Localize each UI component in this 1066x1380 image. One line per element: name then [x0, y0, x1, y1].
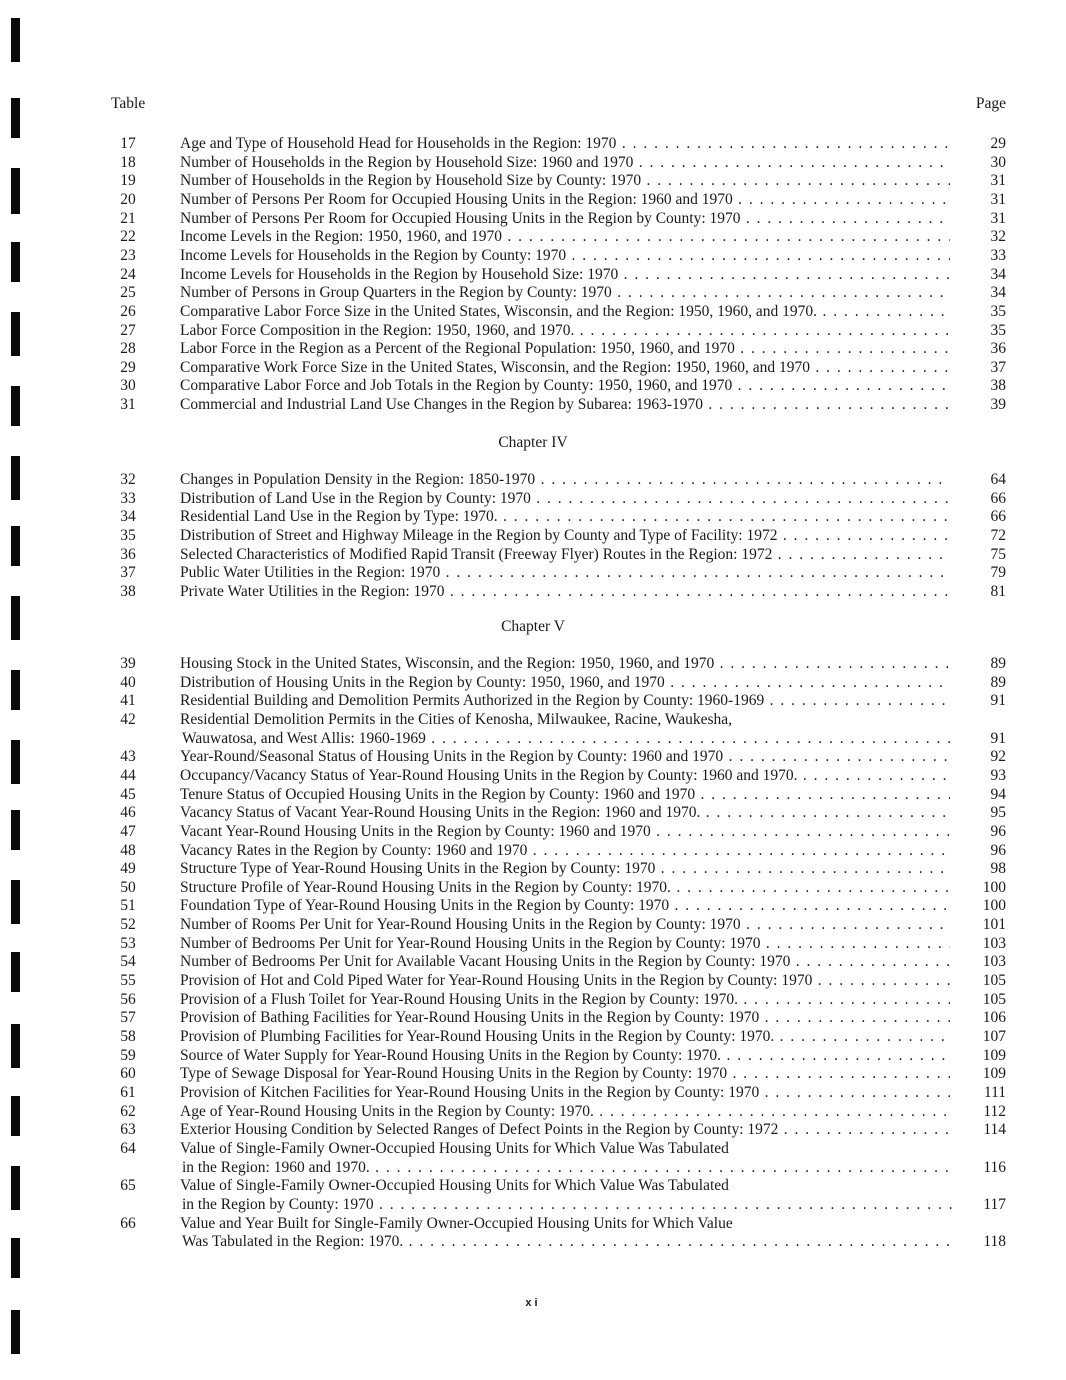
page-reference: 37 — [990, 358, 1006, 376]
table-title: Provision of Kitchen Facilities for Year-Round Housing Units in the Region by County: 1970 . . . — [180, 1083, 950, 1102]
page-column-header: Page — [975, 95, 1006, 112]
table-entry — [0, 545, 1066, 564]
table-title: Residential Demolition Permits in the Cities of Kenosha, Milwaukee, Racine, Waukesha, — [180, 710, 733, 728]
table-number: 25 — [120, 284, 136, 302]
table-title: Was Tabulated in the Region: 1970. . . . — [182, 1232, 952, 1251]
table-entry — [0, 729, 1066, 748]
table-entry — [0, 489, 1066, 508]
table-number: 42 — [120, 710, 136, 728]
page-reference: 30 — [990, 153, 1006, 171]
table-entry — [0, 246, 1066, 265]
table-title: Value of Single-Family Owner-Occupied Housing Units for Which Value Was Tabulated — [180, 1139, 729, 1157]
chapter-heading: Chapter IV — [498, 434, 568, 451]
table-number: 29 — [120, 358, 136, 376]
page-reference: 64 — [990, 471, 1006, 488]
page-reference: 32 — [990, 228, 1006, 246]
table-number: 46 — [120, 804, 136, 822]
page-reference: 89 — [990, 673, 1006, 691]
table-title: Vacant Year-Round Housing Units in the Region by County: 1960 and 1970 . . . — [180, 822, 950, 841]
table-number: 23 — [120, 246, 136, 264]
table-number: 33 — [120, 489, 136, 507]
page-reference: 103 — [982, 953, 1006, 971]
table-entry — [0, 896, 1066, 915]
table-number: 52 — [120, 916, 136, 934]
page-reference: 92 — [990, 748, 1006, 766]
table-number: 54 — [120, 953, 136, 971]
table-entry — [0, 1120, 1066, 1139]
table-title: Foundation Type of Year-Round Housing Units in the Region by County: 1970 . . . — [180, 896, 950, 915]
table-entry — [0, 747, 1066, 766]
table-title: Public Water Utilities in the Region: 1970 . . . — [180, 563, 950, 582]
table-title: Number of Bedrooms Per Unit for Year-Round Housing Units in the Region by County: 1970 . . . — [180, 934, 950, 953]
table-title: Income Levels for Households in the Region by County: 1970 . . . — [180, 246, 950, 265]
table-title: Labor Force in the Region as a Percent of the Regional Population: 1950, 1960, and 1970 . . . — [180, 339, 950, 358]
table-title: Provision of Plumbing Facilities for Year-Round Housing Units in the Region by County: 1970. . . . — [180, 1027, 950, 1046]
table-entry — [0, 339, 1066, 358]
table-entry — [0, 395, 1066, 414]
page-reference: 94 — [990, 785, 1006, 803]
table-number: 53 — [120, 934, 136, 952]
page-reference: 89 — [990, 655, 1006, 672]
table-entry — [0, 153, 1066, 172]
table-title: Age of Year-Round Housing Units in the Region by County: 1970. . . . — [180, 1102, 950, 1121]
table-title: Value and Year Built for Single-Family Owner-Occupied Housing Units for Which Value — [180, 1214, 733, 1232]
table-title: Comparative Labor Force Size in the United States, Wisconsin, and the Region: 1950, 1960, and 1970. . . . — [180, 302, 950, 321]
page-reference: 72 — [990, 526, 1006, 544]
page-reference: 35 — [990, 321, 1006, 339]
page-reference: 117 — [983, 1195, 1006, 1213]
page-reference: 106 — [982, 1009, 1006, 1027]
table-title: in the Region: 1960 and 1970. . . . — [182, 1158, 952, 1177]
table-number: 28 — [120, 340, 136, 358]
table-entry — [0, 190, 1066, 209]
table-title: Number of Rooms Per Unit for Year-Round Housing Units in the Region by County: 1970 . . . — [180, 915, 950, 934]
table-number: 62 — [120, 1102, 136, 1120]
page-reference: 96 — [990, 822, 1006, 840]
table-number: 50 — [120, 878, 136, 896]
page-reference: 75 — [990, 545, 1006, 563]
table-title: Selected Characteristics of Modified Rapid Transit (Freeway Flyer) Routes in the Region: 1972 . . . — [180, 545, 950, 564]
table-title: Number of Persons Per Room for Occupied Housing Units in the Region: 1960 and 1970 . . . — [180, 190, 950, 209]
page-reference: 96 — [990, 841, 1006, 859]
page-reference: 79 — [990, 564, 1006, 582]
page-reference: 93 — [990, 766, 1006, 784]
table-entry — [0, 1008, 1066, 1027]
table-entry — [0, 1139, 1066, 1158]
table-number: 64 — [120, 1139, 136, 1157]
table-number: 31 — [120, 396, 136, 414]
table-title: Comparative Work Force Size in the United States, Wisconsin, and the Region: 1950, 1960, and 1970 . . . — [180, 358, 950, 377]
table-entry — [0, 1214, 1066, 1233]
table-title: Income Levels in the Region: 1950, 1960, and 1970 . . . — [180, 227, 950, 246]
table-title: Number of Persons in Group Quarters in the Region by County: 1970 . . . — [180, 283, 950, 302]
table-title: Tenure Status of Occupied Housing Units in the Region by County: 1960 and 1970 . . . — [180, 785, 950, 804]
table-entry — [0, 673, 1066, 692]
table-title: Labor Force Composition in the Region: 1950, 1960, and 1970. . . . — [180, 321, 950, 340]
table-title: Number of Persons Per Room for Occupied Housing Units in the Region by County: 1970 . . . — [180, 209, 950, 228]
table-entry — [0, 859, 1066, 878]
table-number: 22 — [120, 228, 136, 246]
table-title: Exterior Housing Condition by Selected Ranges of Defect Points in the Region by County: 1972 . . . — [180, 1120, 950, 1139]
table-entry — [0, 934, 1066, 953]
page-reference: 105 — [982, 990, 1006, 1008]
table-number: 36 — [120, 545, 136, 563]
table-title: Residential Land Use in the Region by Type: 1970. . . . — [180, 507, 950, 526]
table-entry — [0, 507, 1066, 526]
page-reference: 100 — [982, 878, 1006, 896]
table-number: 51 — [120, 897, 136, 915]
table-entry — [0, 971, 1066, 990]
table-number: 38 — [120, 582, 136, 600]
table-number: 39 — [120, 655, 136, 672]
table-number: 30 — [120, 377, 136, 395]
table-entry — [0, 563, 1066, 582]
page-number: xi — [525, 1297, 541, 1309]
table-number: 34 — [120, 508, 136, 526]
table-title: in the Region by County: 1970 . . . — [182, 1195, 952, 1214]
page-reference: 29 — [990, 135, 1006, 152]
page-reference: 81 — [990, 582, 1006, 600]
table-title: Provision of a Flush Toilet for Year-Round Housing Units in the Region by County: 1970. . . . — [180, 990, 950, 1009]
table-entry — [0, 134, 1066, 153]
page-reference: 105 — [982, 972, 1006, 989]
table-title: Value of Single-Family Owner-Occupied Housing Units for Which Value Was Tabulated — [180, 1177, 729, 1195]
page-reference: 91 — [990, 729, 1006, 747]
table-entry — [0, 171, 1066, 190]
page-reference: 31 — [990, 191, 1006, 208]
table-number: 48 — [120, 841, 136, 859]
table-title: Changes in Population Density in the Region: 1850-1970 . . . — [180, 470, 950, 489]
table-title: Vacancy Status of Vacant Year-Round Housing Units in the Region: 1960 and 1970. . . . — [180, 803, 950, 822]
page-reference: 36 — [990, 340, 1006, 358]
table-title: Commercial and Industrial Land Use Changes in the Region by Subarea: 1963-1970 . . . — [180, 395, 950, 414]
table-entry — [0, 283, 1066, 302]
table-entry — [0, 1046, 1066, 1065]
table-title: Source of Water Supply for Year-Round Housing Units in the Region by County: 1970. . . . — [180, 1046, 950, 1065]
table-entry — [0, 582, 1066, 601]
table-number: 65 — [120, 1177, 136, 1195]
table-number: 20 — [120, 191, 136, 208]
page-reference: 100 — [982, 897, 1006, 915]
table-title: Comparative Labor Force and Job Totals in the Region by County: 1950, 1960, and 1970 . . . — [180, 376, 950, 395]
table-number: 41 — [120, 692, 136, 710]
page-reference: 91 — [990, 692, 1006, 710]
table-entry — [0, 302, 1066, 321]
table-number: 63 — [120, 1121, 136, 1139]
table-title: Vacancy Rates in the Region by County: 1960 and 1970 . . . — [180, 841, 950, 860]
table-entry — [0, 915, 1066, 934]
page-reference: 35 — [990, 302, 1006, 320]
table-number: 60 — [120, 1065, 136, 1083]
table-entry — [0, 766, 1066, 785]
table-entry — [0, 841, 1066, 860]
page-reference: 34 — [990, 265, 1006, 283]
table-entry — [0, 209, 1066, 228]
page-reference: 31 — [990, 172, 1006, 190]
table-number: 21 — [120, 209, 136, 227]
page-reference: 38 — [990, 377, 1006, 395]
page-reference: 31 — [990, 209, 1006, 227]
table-entry — [0, 376, 1066, 395]
table-number: 43 — [120, 748, 136, 766]
page-reference: 101 — [982, 916, 1006, 934]
page-reference: 107 — [982, 1028, 1006, 1045]
table-number: 49 — [120, 860, 136, 878]
table-entry — [0, 470, 1066, 489]
table-title: Number of Bedrooms Per Unit for Available Vacant Housing Units in the Region by County: 1970 . . . — [180, 952, 950, 971]
page-reference: 66 — [990, 489, 1006, 507]
table-title: Provision of Bathing Facilities for Year-Round Housing Units in the Region by County: 1970 . . . — [180, 1008, 950, 1027]
table-number: 32 — [120, 471, 136, 488]
table-title: Residential Building and Demolition Permits Authorized in the Region by County: 1960-1969 . . . — [180, 691, 950, 710]
table-entry — [0, 878, 1066, 897]
table-column-header: Table — [111, 95, 146, 112]
table-number: 24 — [120, 265, 136, 283]
table-title: Private Water Utilities in the Region: 1970 . . . — [180, 582, 950, 601]
table-title: Housing Stock in the United States, Wisconsin, and the Region: 1950, 1960, and 1970 . . . — [180, 654, 950, 673]
table-entry — [0, 803, 1066, 822]
table-number: 26 — [120, 302, 136, 320]
page-reference: 34 — [990, 284, 1006, 302]
table-title: Distribution of Housing Units in the Region by County: 1950, 1960, and 1970 . . . — [180, 673, 950, 692]
table-number: 45 — [120, 785, 136, 803]
table-number: 47 — [120, 822, 136, 840]
table-number: 56 — [120, 990, 136, 1008]
table-entry — [0, 1027, 1066, 1046]
table-number: 35 — [120, 526, 136, 544]
table-title: Structure Type of Year-Round Housing Units in the Region by County: 1970 . . . — [180, 859, 950, 878]
table-entry — [0, 1195, 1066, 1214]
table-entry — [0, 1102, 1066, 1121]
page-reference: 114 — [983, 1121, 1006, 1139]
table-title: Structure Profile of Year-Round Housing Units in the Region by County: 1970. . . . — [180, 878, 950, 897]
page-reference: 109 — [982, 1065, 1006, 1083]
table-title: Occupancy/Vacancy Status of Year-Round Housing Units in the Region by County: 1960 and 1970. . . . — [180, 766, 950, 785]
page-reference: 66 — [990, 508, 1006, 526]
table-entry — [0, 1176, 1066, 1195]
table-entry — [0, 822, 1066, 841]
page-reference: 111 — [983, 1083, 1006, 1101]
table-entry — [0, 691, 1066, 710]
table-title: Wauwatosa, and West Allis: 1960-1969 . . . — [182, 729, 952, 748]
table-title: Age and Type of Household Head for Households in the Region: 1970 . . . — [180, 134, 950, 153]
table-number: 59 — [120, 1046, 136, 1064]
page-reference: 109 — [982, 1046, 1006, 1064]
table-entry — [0, 1232, 1066, 1251]
table-entry — [0, 265, 1066, 284]
page-reference: 33 — [990, 246, 1006, 264]
table-entry — [0, 227, 1066, 246]
table-entry — [0, 952, 1066, 971]
table-number: 57 — [120, 1009, 136, 1027]
table-entry — [0, 526, 1066, 545]
table-number: 40 — [120, 673, 136, 691]
table-number: 27 — [120, 321, 136, 339]
page-reference: 98 — [990, 860, 1006, 878]
page-reference: 39 — [990, 396, 1006, 414]
table-number: 44 — [120, 766, 136, 784]
page-reference: 103 — [982, 934, 1006, 952]
page-reference: 118 — [983, 1233, 1006, 1251]
table-title: Type of Sewage Disposal for Year-Round Housing Units in the Region by County: 1970 . . . — [180, 1064, 950, 1083]
table-entry — [0, 990, 1066, 1009]
table-title: Number of Households in the Region by Household Size: 1960 and 1970 . . . — [180, 153, 950, 172]
table-title: Distribution of Street and Highway Mileage in the Region by County and Type of Facility: 1972 . . . — [180, 526, 950, 545]
page-reference: 116 — [983, 1158, 1006, 1176]
table-number: 66 — [120, 1214, 136, 1232]
chapter-heading: Chapter V — [501, 618, 565, 635]
table-title: Year-Round/Seasonal Status of Housing Units in the Region by County: 1960 and 1970 . . . — [180, 747, 950, 766]
table-entry — [0, 785, 1066, 804]
table-number: 55 — [120, 972, 136, 989]
table-number: 17 — [120, 135, 136, 152]
table-number: 58 — [120, 1028, 136, 1045]
table-entry — [0, 1158, 1066, 1177]
table-title: Distribution of Land Use in the Region by County: 1970 . . . — [180, 489, 950, 508]
page-reference: 95 — [990, 804, 1006, 822]
page-reference: 112 — [983, 1102, 1006, 1120]
table-number: 37 — [120, 564, 136, 582]
table-number: 19 — [120, 172, 136, 190]
table-entry — [0, 321, 1066, 340]
table-title: Provision of Hot and Cold Piped Water for Year-Round Housing Units in the Region by County: 1970 . . . — [180, 971, 950, 990]
table-title: Number of Households in the Region by Household Size by County: 1970 . . . — [180, 171, 950, 190]
table-entry — [0, 654, 1066, 673]
table-number: 61 — [120, 1083, 136, 1101]
table-entry — [0, 1083, 1066, 1102]
table-entry — [0, 358, 1066, 377]
table-number: 18 — [120, 153, 136, 171]
table-entry — [0, 1064, 1066, 1083]
table-entry — [0, 710, 1066, 729]
table-title: Income Levels for Households in the Region by Household Size: 1970 . . . — [180, 265, 950, 284]
